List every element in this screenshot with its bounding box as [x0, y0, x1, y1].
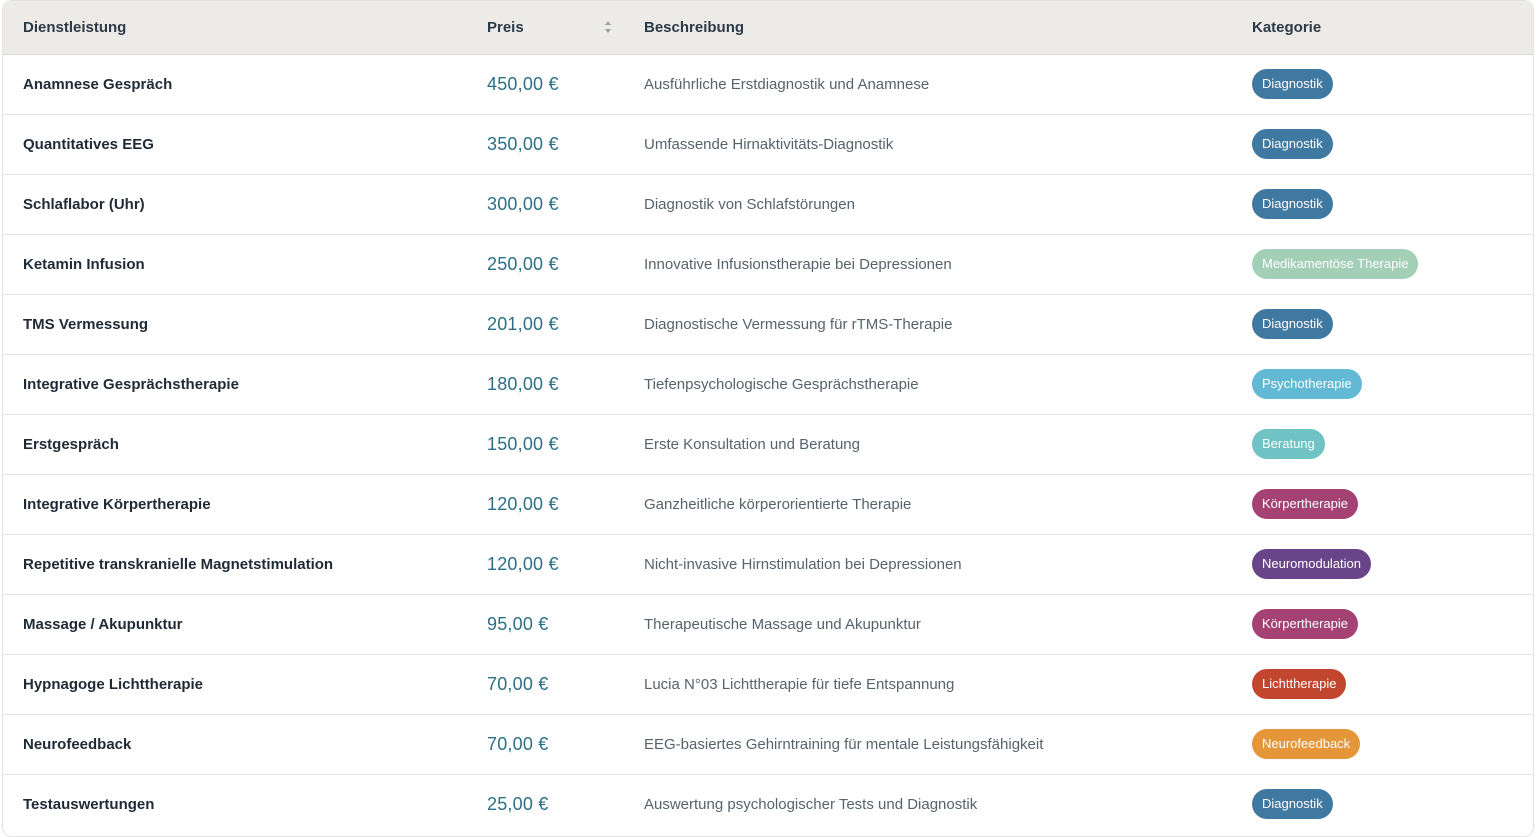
- service-description: Nicht-invasive Hirnstimulation bei Depressionen: [624, 534, 1232, 594]
- service-category-cell: [1232, 234, 1533, 294]
- service-price: 70,00 €: [467, 714, 624, 774]
- service-price: 250,00 €: [467, 234, 624, 294]
- service-description: Ganzheitliche körperorientierte Therapie: [624, 474, 1232, 534]
- table-row[interactable]: [3, 714, 1533, 774]
- service-price: 450,00 €: [487, 73, 559, 94]
- service-price: 180,00 €: [467, 354, 624, 414]
- header-row: [3, 1, 1533, 54]
- category-badge: Körpertherapie: [1252, 489, 1358, 519]
- service-name: Repetitive transkranielle Magnetstimulation: [3, 534, 467, 594]
- service-category-cell: [1232, 774, 1533, 834]
- service-category-cell: [1232, 294, 1533, 354]
- table-row[interactable]: [3, 414, 1533, 474]
- service-description: Diagnostische Vermessung für rTMS-Therapie: [624, 294, 1232, 354]
- service-category-cell: [1232, 114, 1533, 174]
- table-row[interactable]: [3, 114, 1533, 174]
- service-category-cell: [1232, 474, 1533, 534]
- table-row[interactable]: [3, 294, 1533, 354]
- service-price: 150,00 €: [467, 414, 624, 474]
- service-price: 350,00 €: [467, 114, 624, 174]
- service-category-cell: [1232, 174, 1533, 234]
- service-category-cell: [1232, 534, 1533, 594]
- service-name: Neurofeedback: [3, 714, 467, 774]
- category-badge: Diagnostik: [1252, 129, 1333, 159]
- service-description: Ausführliche Erstdiagnostik und Anamnese: [644, 75, 930, 93]
- service-price: 300,00 €: [467, 174, 624, 234]
- header-service[interactable]: Dienstleistung: [3, 1, 467, 54]
- category-badge: Diagnostik: [1252, 189, 1333, 219]
- table-row[interactable]: [3, 654, 1533, 714]
- service-name: Hypnagoge Lichttherapie: [3, 654, 467, 714]
- category-badge: Lichttherapie: [1252, 669, 1346, 699]
- service-name: Ketamin Infusion: [3, 234, 467, 294]
- service-description: Auswertung psychologischer Tests und Diagnostik: [624, 774, 1232, 834]
- service-category-cell: [1232, 414, 1533, 474]
- header-description[interactable]: Beschreibung: [624, 1, 1232, 54]
- service-description: EEG-basiertes Gehirntraining für mentale Leistungsfähigkeit: [624, 714, 1232, 774]
- service-name: Schlaflabor (Uhr): [3, 174, 467, 234]
- table-row[interactable]: [3, 234, 1533, 294]
- service-name: Quantitatives EEG: [3, 114, 467, 174]
- service-description: Tiefenpsychologische Gesprächstherapie: [624, 354, 1232, 414]
- header-price-label: Preis: [487, 18, 524, 36]
- service-name: Erstgespräch: [3, 414, 467, 474]
- service-category-cell: [1232, 654, 1533, 714]
- category-badge: Diagnostik: [1252, 789, 1333, 819]
- table-row[interactable]: [3, 54, 1533, 114]
- header-category[interactable]: Kategorie: [1232, 1, 1533, 54]
- table-row[interactable]: [3, 594, 1533, 654]
- header-price[interactable]: [467, 1, 624, 54]
- service-name: Anamnese Gespräch: [23, 75, 173, 93]
- service-description: Umfassende Hirnaktivitäts-Diagnostik: [624, 114, 1232, 174]
- category-badge: Beratung: [1252, 429, 1325, 459]
- table-header: [3, 1, 1533, 54]
- service-name: TMS Vermessung: [3, 294, 467, 354]
- table-row[interactable]: [3, 174, 1533, 234]
- services-table: [3, 1, 1533, 834]
- service-price: 201,00 €: [467, 294, 624, 354]
- service-description: Diagnostik von Schlafstörungen: [624, 174, 1232, 234]
- category-badge: Psychotherapie: [1252, 369, 1362, 399]
- service-description: Erste Konsultation und Beratung: [624, 414, 1232, 474]
- service-name: Massage / Akupunktur: [3, 594, 467, 654]
- service-description: Innovative Infusionstherapie bei Depressionen: [624, 234, 1232, 294]
- service-category-cell: [1232, 54, 1533, 114]
- table-body: [3, 54, 1533, 834]
- table-row[interactable]: [3, 474, 1533, 534]
- service-category-cell: [1232, 354, 1533, 414]
- category-badge: Diagnostik: [1252, 69, 1333, 99]
- service-description: Lucia N°03 Lichttherapie für tiefe Entspannung: [624, 654, 1232, 714]
- category-badge: Körpertherapie: [1252, 609, 1358, 639]
- service-category-cell: [1232, 594, 1533, 654]
- service-price: 25,00 €: [467, 774, 624, 834]
- table-row[interactable]: [3, 354, 1533, 414]
- service-price: 70,00 €: [467, 654, 624, 714]
- table-row[interactable]: [3, 774, 1533, 834]
- service-name: Integrative Körpertherapie: [3, 474, 467, 534]
- table-row[interactable]: [3, 534, 1533, 594]
- category-badge: Neurofeedback: [1252, 729, 1360, 759]
- category-badge: Diagnostik: [1252, 309, 1333, 339]
- service-price: 95,00 €: [467, 594, 624, 654]
- service-category-cell: [1232, 714, 1533, 774]
- service-name: Testauswertungen: [3, 774, 467, 834]
- category-badge: Neuromodulation: [1252, 549, 1371, 579]
- service-description: Therapeutische Massage und Akupunktur: [624, 594, 1232, 654]
- service-price: 120,00 €: [467, 534, 624, 594]
- service-name: Integrative Gesprächstherapie: [3, 354, 467, 414]
- category-badge: Medikamentöse Therapie: [1252, 249, 1418, 279]
- sort-icon[interactable]: [604, 20, 612, 34]
- services-table-container: [2, 0, 1534, 837]
- service-price: 120,00 €: [467, 474, 624, 534]
